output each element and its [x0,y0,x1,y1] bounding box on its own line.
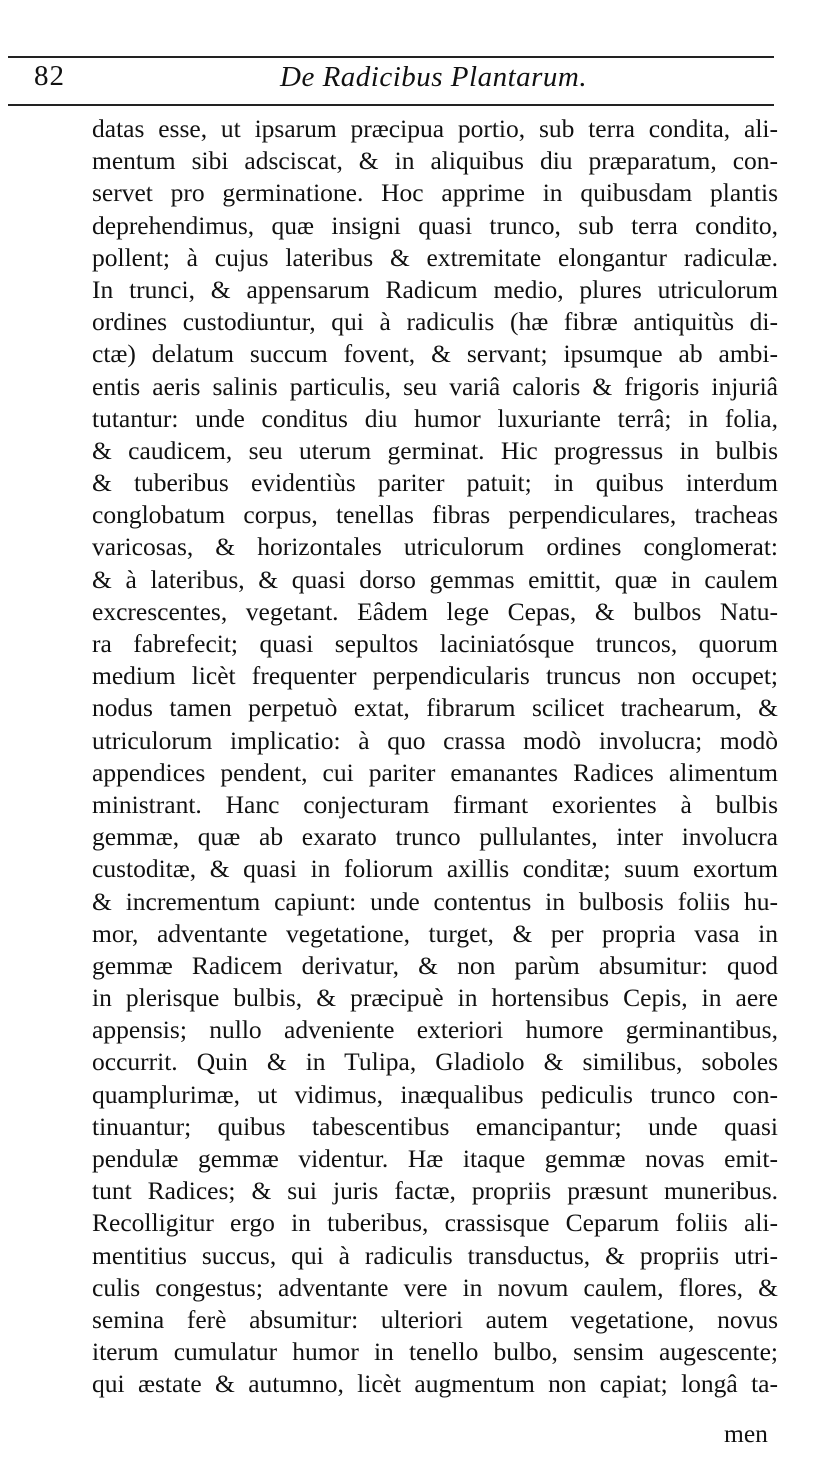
text-line: conglobatum corpus, tenellas fibras perpendiculares, tracheas [92,500,778,530]
text-line: mentum sibi adsciscat, & in aliquibus diu præparatum, con- [92,146,778,176]
header-top-rule [8,56,774,58]
text-line: servet pro germinatione. Hoc apprime in quibusdam plantis [92,178,778,208]
text-line: semina ferè absumitur: ulteriori autem vegetatione, novus [92,1304,778,1334]
header-bottom-rule [8,104,774,106]
text-line: entis aeris salinis particulis, seu variâ caloris & frigoris injuriâ [92,371,778,401]
text-line: gemmæ, quæ ab exarato trunco pullulantes, inter involucra [92,822,778,852]
text-line: in plerisque bulbis, & præcipuè in hortensibus Cepis, in aere [92,983,778,1013]
text-line: medium licèt frequenter perpendicularis truncus non occupet; [92,661,778,691]
text-line: datas esse, ut ipsarum præcipua portio, sub terra condita, ali- [92,114,778,143]
text-line: tutantur: unde conditus diu humor luxuriante terrâ; in folia, [92,403,778,433]
text-line: custoditæ, & quasi in foliorum axillis conditæ; suum exortum [92,854,778,884]
text-line: Recolligitur ergo in tuberibus, crassisque Ceparum foliis ali- [92,1208,778,1238]
text-line: ministrant. Hanc conjecturam firmant exorientes à bulbis [92,789,778,819]
page-number: 82 [34,60,65,92]
text-line: qui æstate & autumno, licèt augmentum non capiat; longâ ta- [92,1369,778,1399]
text-line: & incrementum capiunt: unde contentus in bulbosis foliis hu- [92,886,778,916]
text-line: pendulæ gemmæ videntur. Hæ itaque gemmæ novas emit- [92,1144,778,1173]
text-line: gemmæ Radicem derivatur, & non parùm absumitur: quod [92,950,778,980]
text-line: tunt Radices; & sui juris factæ, propriis præsunt muneribus. [92,1176,778,1206]
text-line: & à lateribus, & quasi dorso gemmas emittit, quæ in caulem [92,564,778,594]
text-line: ordines custodiuntur, qui à radiculis (hæ fibræ antiquitùs di- [92,307,778,337]
text-line: ra fabrefecit; quasi sepultos laciniatósque truncos, quorum [92,629,778,658]
text-line: & caudicem, seu uterum germinat. Hic progressus in bulbis [92,435,778,465]
text-line: utriculorum implicatio: à quo crassa modò involucra; modò [92,725,778,755]
text-line: & tuberibus evidentiùs pariter patuit; in quibus interdum [92,468,778,498]
text-line: quamplurimæ, ut vidimus, inæqualibus pediculis trunco con- [92,1079,778,1109]
text-line: nodus tamen perpetuò extat, fibrarum scilicet trachearum, & [92,693,778,723]
text-line: pollent; à cujus lateribus & extremitate elongantur radiculæ. [92,242,778,272]
text-line: deprehendimus, quæ insigni quasi trunco, sub terra condito, [92,210,778,240]
text-line: varicosas, & horizontales utriculorum ordines conglomerat: [92,532,778,562]
body-text [92,113,778,1401]
text-line: iterum cumulatur humor in tenello bulbo, sensim augescente; [92,1337,778,1367]
catchword: men [724,1419,768,1448]
running-head: De Radicibus Plantarum. [280,61,588,93]
text-line: occurrit. Quin & in Tulipa, Gladiolo & similibus, soboles [92,1047,778,1077]
text-line: In trunci, & appensarum Radicum medio, plures utriculorum [92,274,778,304]
text-line: excrescentes, vegetant. Eâdem lege Cepas, & bulbos Natu- [92,596,778,626]
text-line: mentitius succus, qui à radiculis transductus, & propriis utri- [92,1240,778,1270]
text-line: tinuantur; quibus tabescentibus emancipantur; unde quasi [92,1111,778,1141]
text-line: mor, adventante vegetatione, turget, & per propria vasa in [92,918,778,948]
text-line: culis congestus; adventante vere in novum caulem, flores, & [92,1272,778,1302]
text-line: ctæ) delatum succum fovent, & servant; ipsumque ab ambi- [92,339,778,369]
text-line: appendices pendent, cui pariter emanantes Radices alimentum [92,757,778,787]
text-line: appensis; nullo adveniente exteriori humore germinantibus, [92,1015,778,1045]
